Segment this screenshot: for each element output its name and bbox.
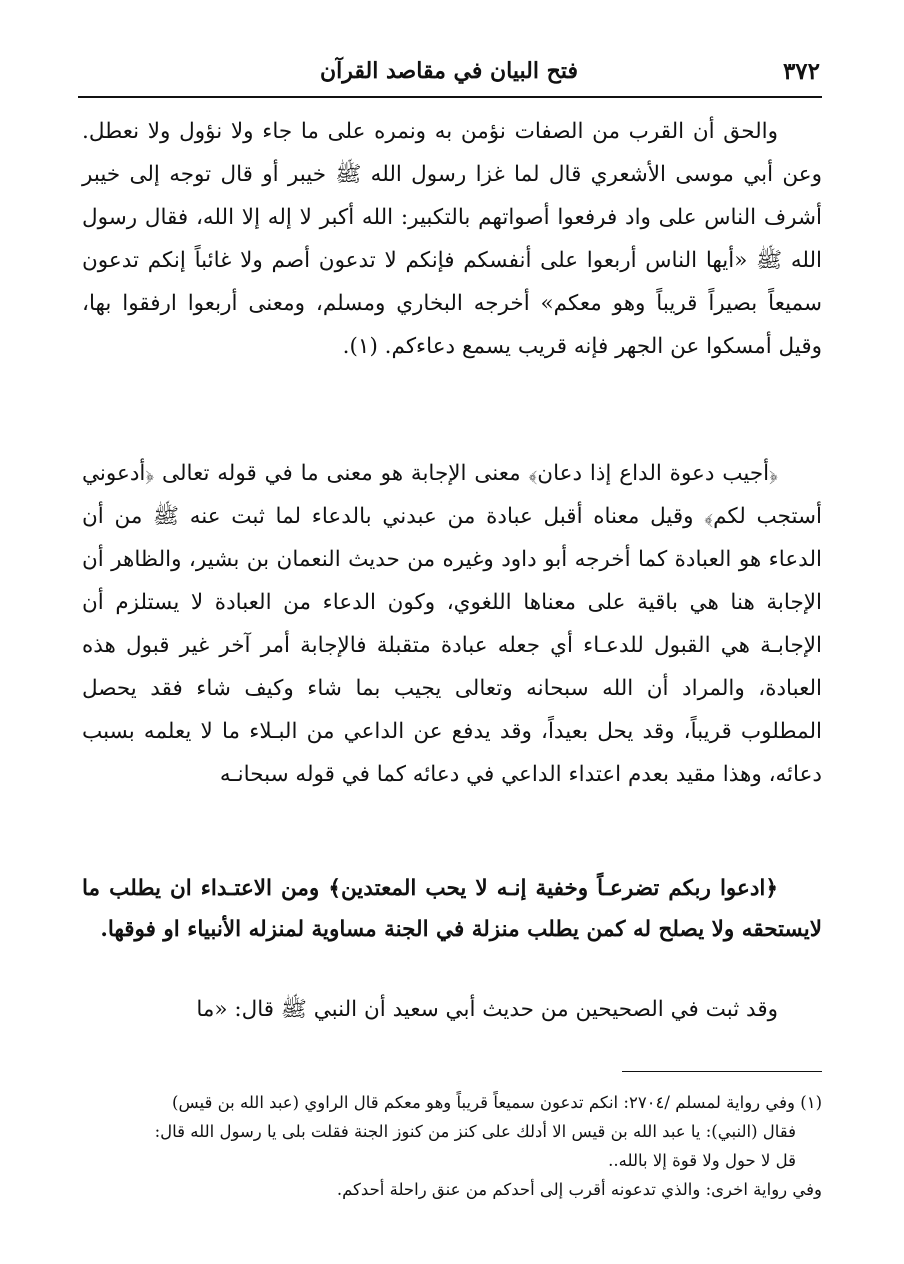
paragraph-4 — [82, 988, 822, 1031]
paragraph-4-text: وقد ثبت في الصحيحين من حديث أبي سعيد أن النبي ﷺ قال: «ما — [196, 997, 778, 1022]
footnotes — [82, 1088, 822, 1204]
header-rule — [78, 96, 822, 98]
footnote-line: (١) وفي رواية لمسلم /٢٧٠٤: انكم تدعون سميعاً قريباً وهو معكم قال الراوي (عبد الله بن قيس) — [172, 1093, 822, 1112]
paragraph-2 — [82, 452, 822, 796]
paragraph-1 — [82, 110, 822, 368]
paragraph-3-text: ﴿ادعوا ربكم تضرعـاً وخفية إنـه لا يحب المعتدين﴾ ومن الاعتـداء ان يطلب ما لايستحقه ولا يصلح له كمن يطلب منزلة في الجنة مساوية لمنزله الأنبياء او فوقها. — [82, 876, 822, 942]
footnote-line: وفي رواية اخرى: والذي تدعونه أقرب إلى أحدكم من عنق راحلة أحدكم. — [336, 1180, 822, 1199]
paragraph-1-text: والحق أن القرب من الصفات نؤمن به ونمره على ما جاء ولا نؤول ولا نعطل. وعن أبي موسى الأشعري قال لما غزا رسول الله ﷺ خيبر أو قال توجه إلى خيبر أشرف الناس على واد فرفعوا أصواتهم بالتكبير: الله أكبر لا إله إلا الله، فقال رسول الله ﷺ «أيها الناس أربعوا على أنفسكم فإنكم لا تدعون أصم ولا غائباً إنكم تدعون سميعاً بصيراً قريباً وهو معكم» أخرجه البخاري ومسلم، ومعنى أربعوا ارفقوا بها، وقيل أمسكوا عن الجهر فإنه قريب يسمع دعاءكم. (١). — [82, 119, 822, 359]
footnote-line: فقال (النبي): يا عبد الله بن قيس الا أدلك على كنز من كنوز الجنة فقلت بلى يا رسول الله قال: — [154, 1122, 796, 1141]
footnote-separator — [622, 1071, 822, 1072]
paragraph-2-text: ﴿أجيب دعوة الداع إذا دعان﴾ معنى الإجابة هو معنى ما في قوله تعالى ﴿أدعوني أستجب لكم﴾ وقيل معناه أقبل عبادة من عبدني بالدعاء لما ثبت عنه ﷺ من أن الدعاء هو العبادة كما أخرجه أبو داود وغيره من حديث النعمان بن بشير، والظاهر أن الإجابة هنا هي باقية على معناها اللغوي، وكون الدعاء من العبادة لا يستلزم أن الإجابـة هي القبول للدعـاء أي جعله عبادة متقبلة فالإجابة أمر آخر غير قبول هذه العبادة، والمراد أن الله سبحانه وتعالى يجيب بما شاء وكيف شاء فقد يحصل المطلوب قريباً، وقد يحل بعيداً، وقد يدفع عن الداعي من البـلاء ما لا يعلمه بسبب دعائه، وهذا مقيد بعدم اعتداء الداعي في دعائه كما في قوله سبحانـه — [82, 461, 822, 787]
page-number: ٣٧٢ — [782, 58, 820, 85]
footnote-line: قل لا حول ولا قوة إلا بالله.. — [608, 1151, 796, 1170]
page-header — [78, 52, 820, 96]
paragraph-3 — [82, 868, 822, 950]
running-title: فتح البيان في مقاصد القرآن — [320, 58, 578, 84]
